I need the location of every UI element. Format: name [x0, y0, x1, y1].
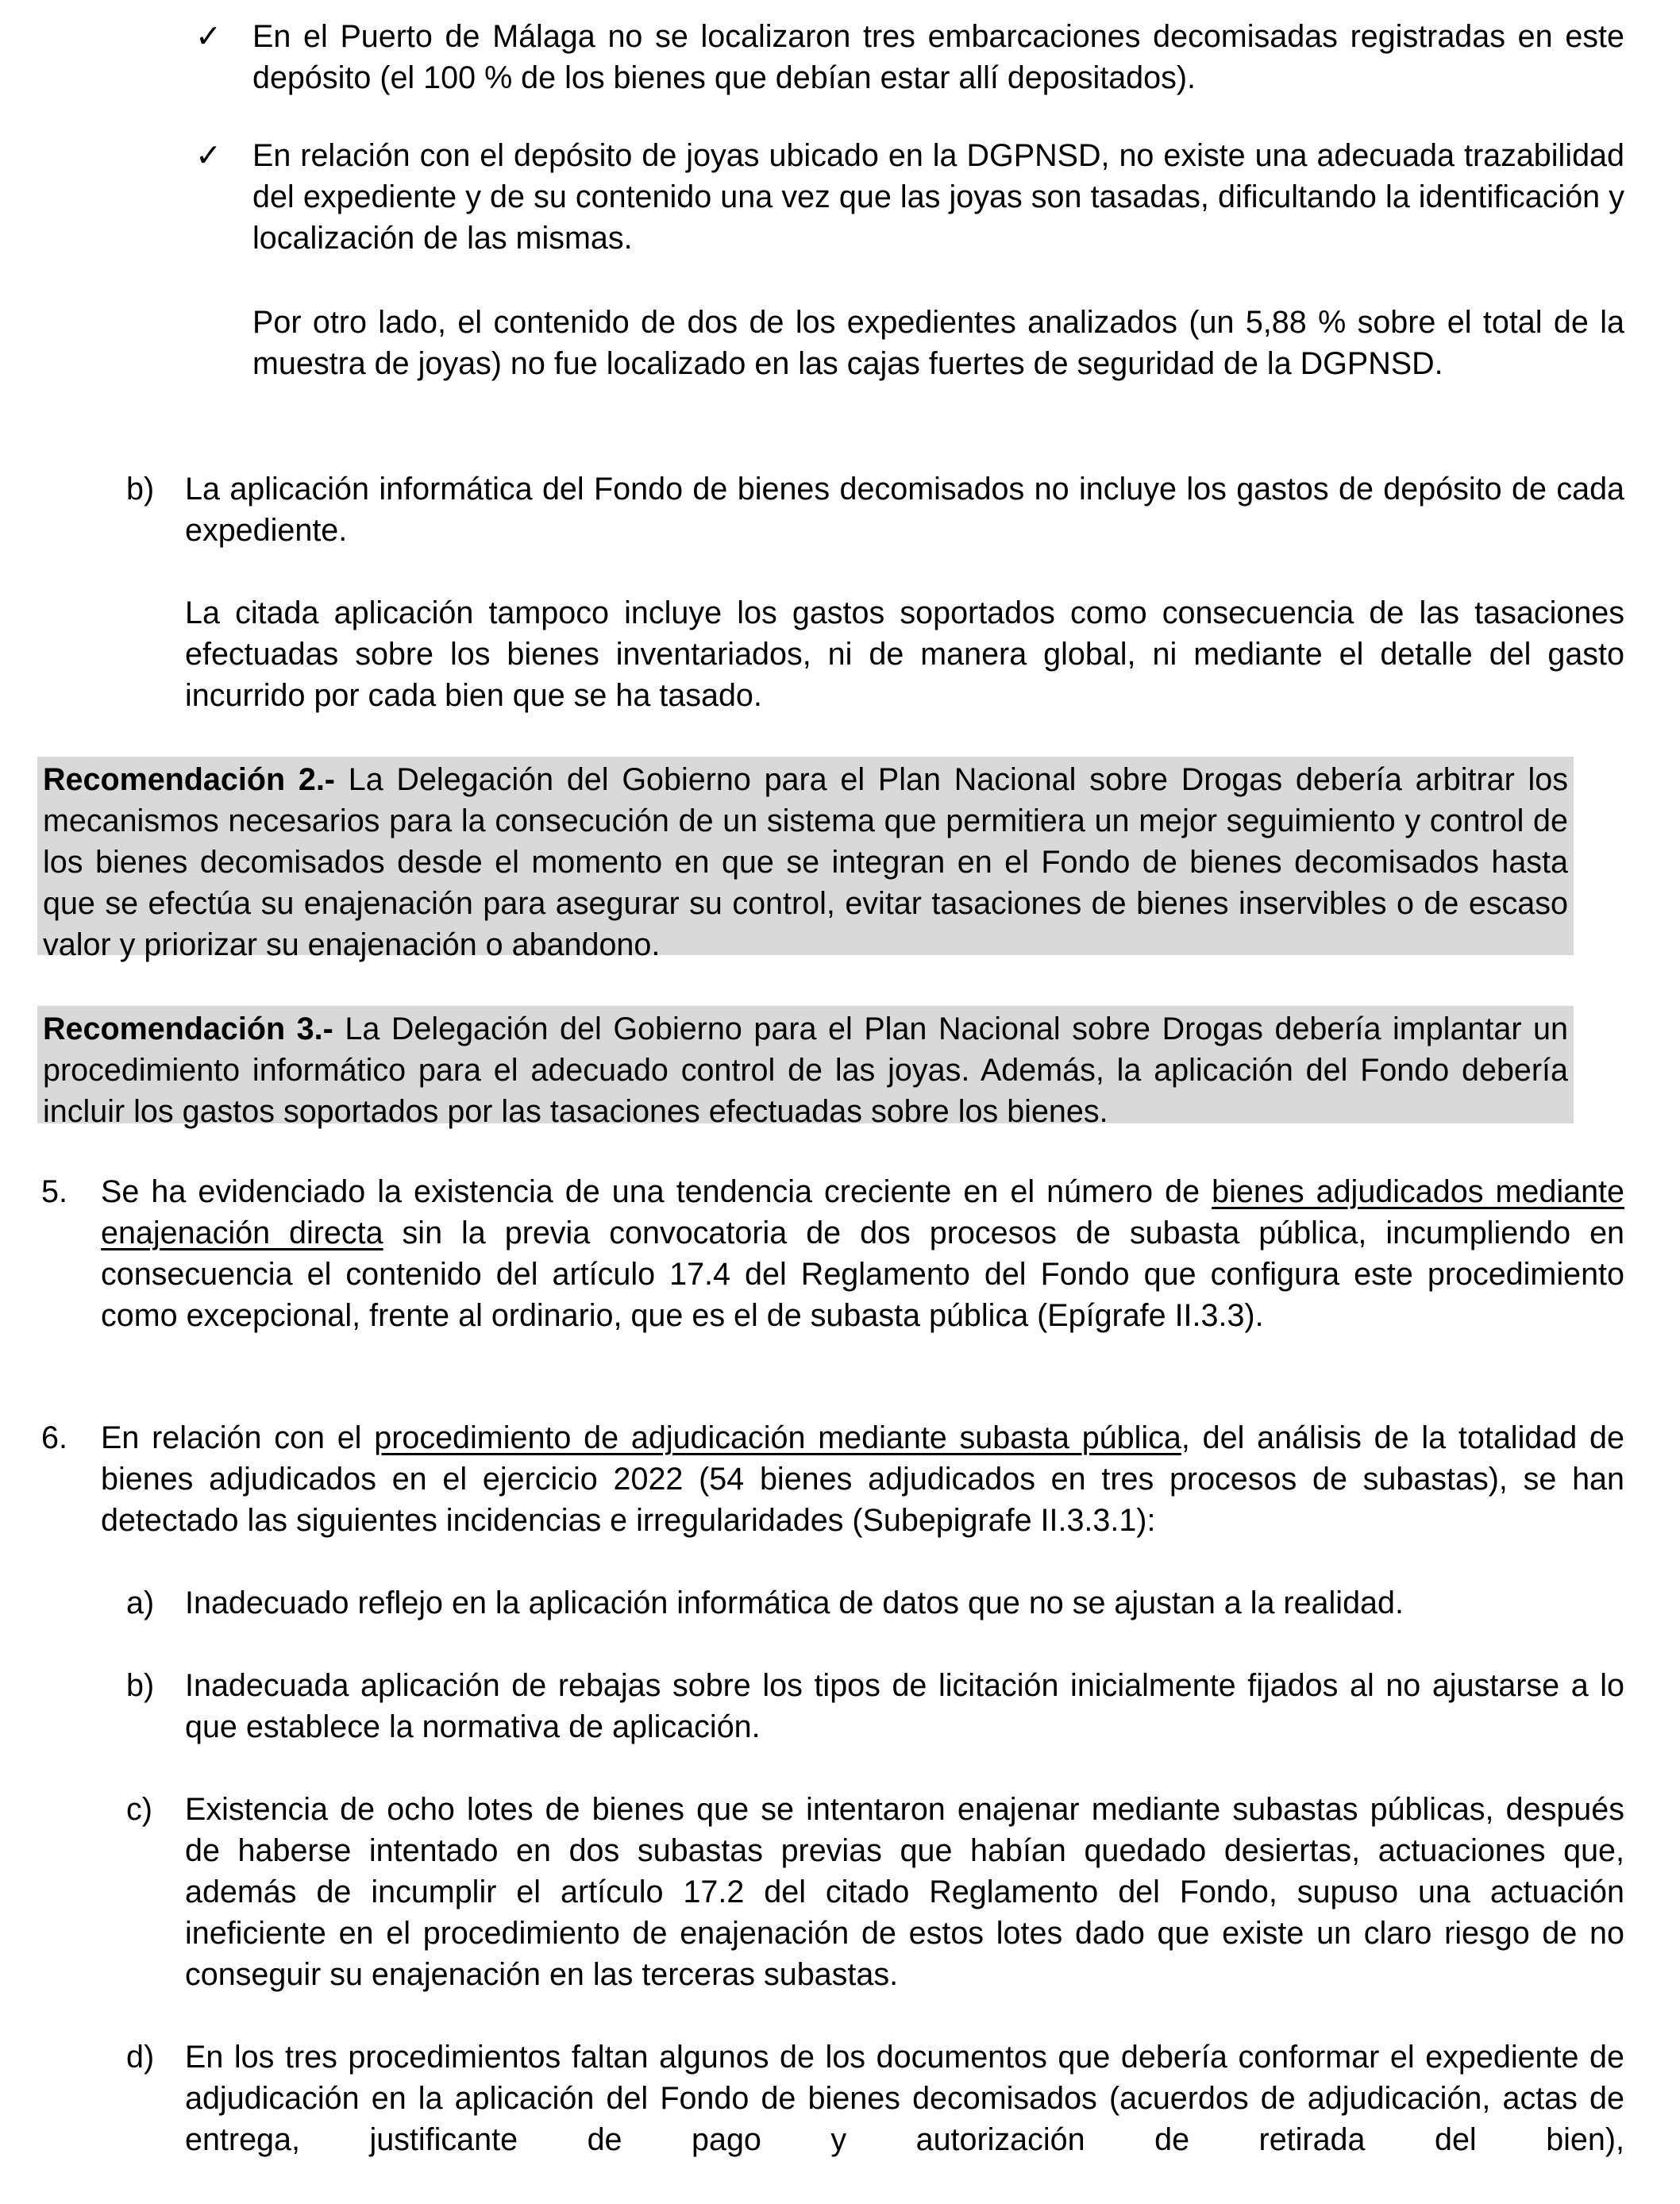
subitem-c [185, 1789, 1624, 1995]
paragraph: La aplicación informática del Fondo de bienes decomisados no incluye los gastos de depósito de cada expediente. [185, 472, 1624, 548]
checkmark-icon: ✓ [195, 138, 222, 173]
paragraph: La citada aplicación tampoco incluye los gastos soportados como consecuencia de las tasaciones efectuadas sobre los bienes inventariados, ni de manera global, ni mediante el detalle del gasto incurrido por cada bien que se ha tasado. [185, 595, 1624, 713]
paragraph: Por otro lado, el contenido de dos de los expedientes analizados (un 5,88 % sobre el total de la muestra de joyas) no fue localizado en las cajas fuertes de seguridad de la DGPNSD. [252, 305, 1624, 381]
recommendation-label: Recomendación 2.- [43, 762, 335, 797]
check-item-2 [252, 135, 1624, 259]
list-number: 5. [41, 1174, 67, 1209]
list-marker: c) [126, 1792, 152, 1827]
subitem-b [185, 1665, 1624, 1747]
list-marker: d) [126, 2040, 155, 2075]
recommendation-2-box [37, 757, 1574, 962]
recommendation-3-box [37, 1006, 1574, 1129]
item-b-followup [185, 592, 1624, 716]
text: Se ha evidenciado la existencia de una tendencia creciente en el número de [101, 1174, 1212, 1209]
recommendation-text: La Delegación del Gobierno para el Plan Nacional sobre Drogas debería implantar un procedimiento informático para el adecuado control de las joyas. Además, la aplicación del Fondo debería incluir los gastos soportados por las tasaciones efectuadas sobre los bienes. [43, 1011, 1568, 1129]
text: En relación con el [101, 1420, 375, 1455]
list-marker: b) [126, 472, 155, 507]
check-item-1 [252, 16, 1624, 98]
underlined-term: procedimiento de adjudicación mediante subasta pública [374, 1420, 1181, 1455]
paragraph: Existencia de ocho lotes de bienes que se intentaron enajenar mediante subastas públicas, después de haberse intentado en dos subastas previas que habían quedado desiertas, actuaciones que, además de incumplir el artículo 17.2 del citado Reglamento del Fondo, supuso una actuación ineficiente en el procedimiento de enajenación de estos lotes dado que existe un claro riesgo de no conseguir su enajenación en las terceras subastas. [185, 1792, 1624, 1992]
list-marker: b) [126, 1668, 155, 1703]
check-item-text: En relación con el depósito de joyas ubicado en la DGPNSD, no existe una adecuada trazabilidad del expediente y de su contenido una vez que las joyas son tasadas, dificultando la identificación y localización de las mismas. [252, 138, 1624, 256]
recommendation-text: La Delegación del Gobierno para el Plan Nacional sobre Drogas debería arbitrar los mecanismos necesarios para la consecución de un sistema que permitiera un mejor seguimiento y control de los bienes decomisados desde el momento en que se integran en el Fondo de bienes decomisados hasta que se efectúa su enajenación para asegurar su control, evitar tasaciones de bienes inservibles o de escaso valor y priorizar su enajenación o abandono. [43, 762, 1568, 962]
item-b-application [185, 468, 1624, 551]
subitem-a [185, 1582, 1624, 1624]
finding-6 [101, 1417, 1624, 1541]
finding-5 [101, 1171, 1624, 1336]
paragraph: En los tres procedimientos faltan algunos de los documentos que debería conformar el expediente de adjudicación en la aplicación del Fondo de bienes decomisados (acuerdos de adjudicación, actas de entrega, justificante de pago y autorización de retirada del bien), [185, 2040, 1624, 2157]
list-marker: a) [126, 1586, 155, 1620]
underlined-term: bienes adjudicados mediante enajenación directa [101, 1174, 1625, 1250]
recommendation-label: Recomendación 3.- [43, 1011, 333, 1046]
check-item-2-followup [252, 302, 1624, 384]
paragraph: Inadecuado reflejo en la aplicación informática de datos que no se ajustan a la realidad. [185, 1586, 1404, 1620]
subitem-d [185, 2036, 1624, 2160]
text: sin la previa convocatoria de dos procesos de subasta pública, incumpliendo en consecuencia el contenido del artículo 17.4 del Reglamento del Fondo que configura este procedimiento como excepcional, frente al ordinario, que es el de subasta pública (Epígrafe II.3.3). [101, 1216, 1625, 1333]
list-number: 6. [41, 1420, 67, 1455]
paragraph: Inadecuada aplicación de rebajas sobre los tipos de licitación inicialmente fijados al no ajustarse a lo que establece la normativa de aplicación. [185, 1668, 1624, 1744]
checkmark-icon: ✓ [195, 19, 222, 54]
check-item-text: En el Puerto de Málaga no se localizaron tres embarcaciones decomisadas registradas en este depósito (el 100 % de los bienes que debían estar allí depositados). [252, 19, 1624, 95]
text: , del análisis de la totalidad de bienes adjudicados en el ejercicio 2022 (54 bienes adjudicados en tres procesos de subastas), se han detectado las siguientes incidencias e irregularidades (Subepigrafe II.3.3.1): [101, 1420, 1624, 1538]
